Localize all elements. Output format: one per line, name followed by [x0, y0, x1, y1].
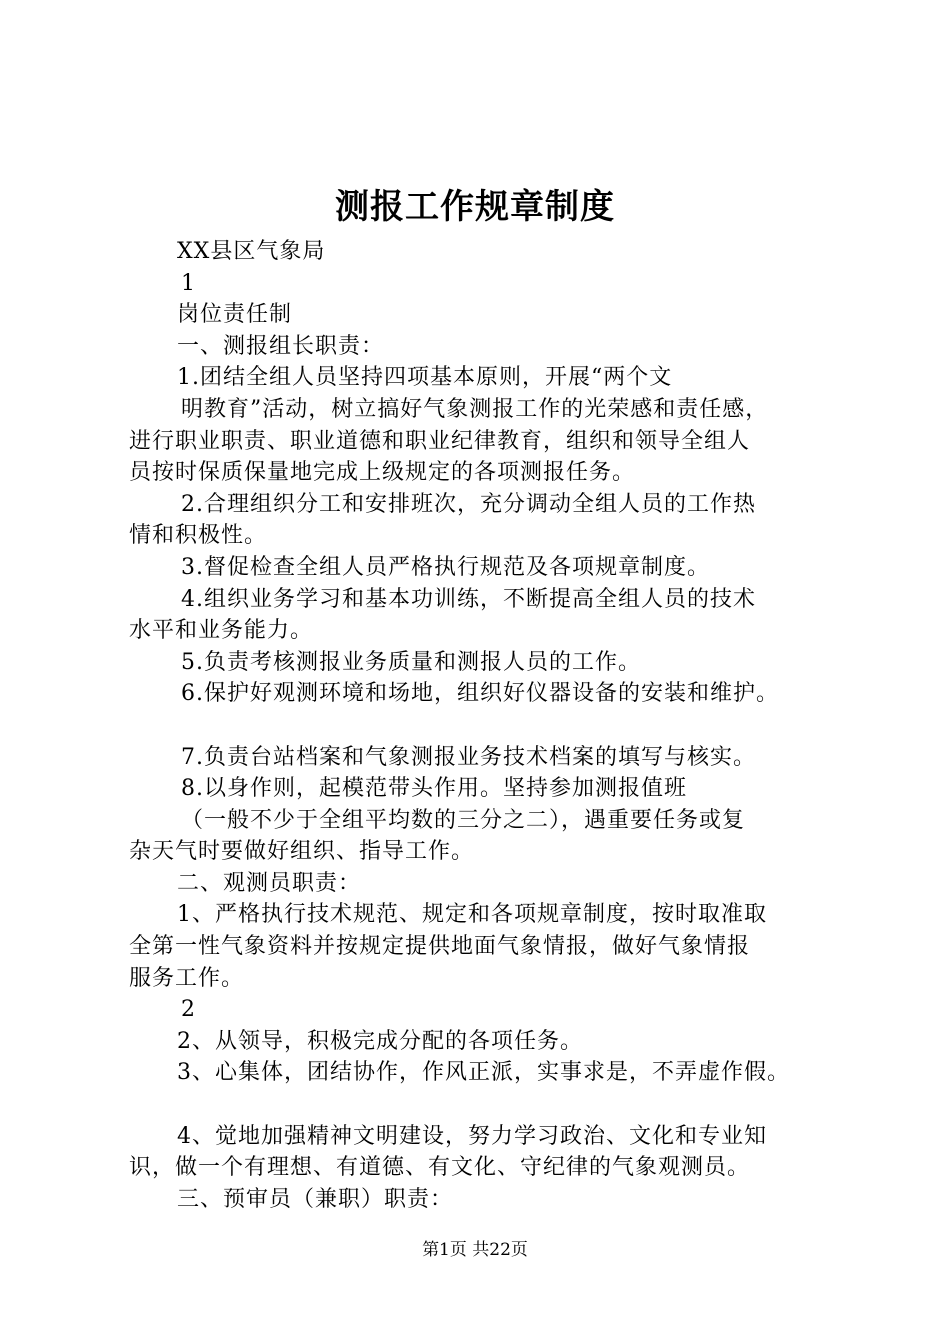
text-line: 1: [181, 270, 196, 296]
blank-line: [129, 710, 839, 742]
text-line: 三、预审员（兼职）职责：: [177, 1186, 454, 1212]
text-line: 8.以身作则，起模范带头作用。坚持参加测报值班: [181, 776, 687, 802]
text-line: 1、严格执行技术规范、规定和各项规章制度，按时取准取: [177, 902, 767, 928]
text-line: 3.督促检查全组人员严格执行规范及各项规章制度。: [181, 554, 710, 580]
text-line: 杂天气时要做好组织、指导工作。: [129, 839, 475, 865]
text-line: 7.负责台站档案和气象测报业务技术档案的填写与核实。: [181, 744, 756, 770]
text-line: 进行职业职责、职业道德和职业纪律教育，组织和领导全组人: [129, 428, 751, 454]
text-line: 4.组织业务学习和基本功训练，不断提高全组人员的技术: [181, 586, 756, 612]
text-line: 2.合理组织分工和安排班次，充分调动全组人员的工作热: [181, 491, 756, 517]
text-line: 情和积极性。: [129, 523, 268, 549]
text-line: XX县区气象局: [177, 239, 326, 264]
text-line: 3、心集体，团结协作，作风正派，实事求是，不弄虚作假。: [177, 1060, 790, 1086]
text-line: 全第一性气象资料并按规定提供地面气象情报，做好气象情报: [129, 934, 751, 960]
document-body: [129, 236, 839, 1215]
text-line: 二、观测员职责：: [177, 870, 362, 896]
text-line: 2: [181, 997, 196, 1023]
text-line: 2、从领导，积极完成分配的各项任务。: [177, 1028, 583, 1054]
text-line: 员按时保质保量地完成上级规定的各项测报任务。: [129, 460, 636, 486]
text-line: 一、测报组长职责：: [177, 333, 385, 359]
blank-line: [129, 1089, 839, 1121]
text-line: 明教育”活动，树立搞好气象测报工作的光荣感和责任感，: [181, 396, 769, 422]
text-line: 服务工作。: [129, 965, 245, 991]
text-line: 1.团结全组人员坚持四项基本原则，开展“两个文: [177, 365, 673, 391]
page-footer: 第1页 共22页: [422, 1240, 528, 1260]
text-line: 5.负责考核测报业务质量和测报人员的工作。: [181, 649, 641, 675]
text-line: （一般不少于全组平均数的三分之二），遇重要任务或复: [181, 807, 746, 833]
text-line: 4、觉地加强精神文明建设，努力学习政治、文化和专业知: [177, 1123, 767, 1149]
text-line: 岗位责任制: [177, 302, 293, 328]
text-line: 识，做一个有理想、有道德、有文化、守纪律的气象观测员。: [129, 1155, 751, 1181]
text-line: 水平和业务能力。: [129, 618, 314, 644]
document-title: 测报工作规章制度: [335, 187, 615, 227]
text-line: 6.保护好观测环境和场地，组织好仪器设备的安装和维护。: [181, 681, 779, 707]
